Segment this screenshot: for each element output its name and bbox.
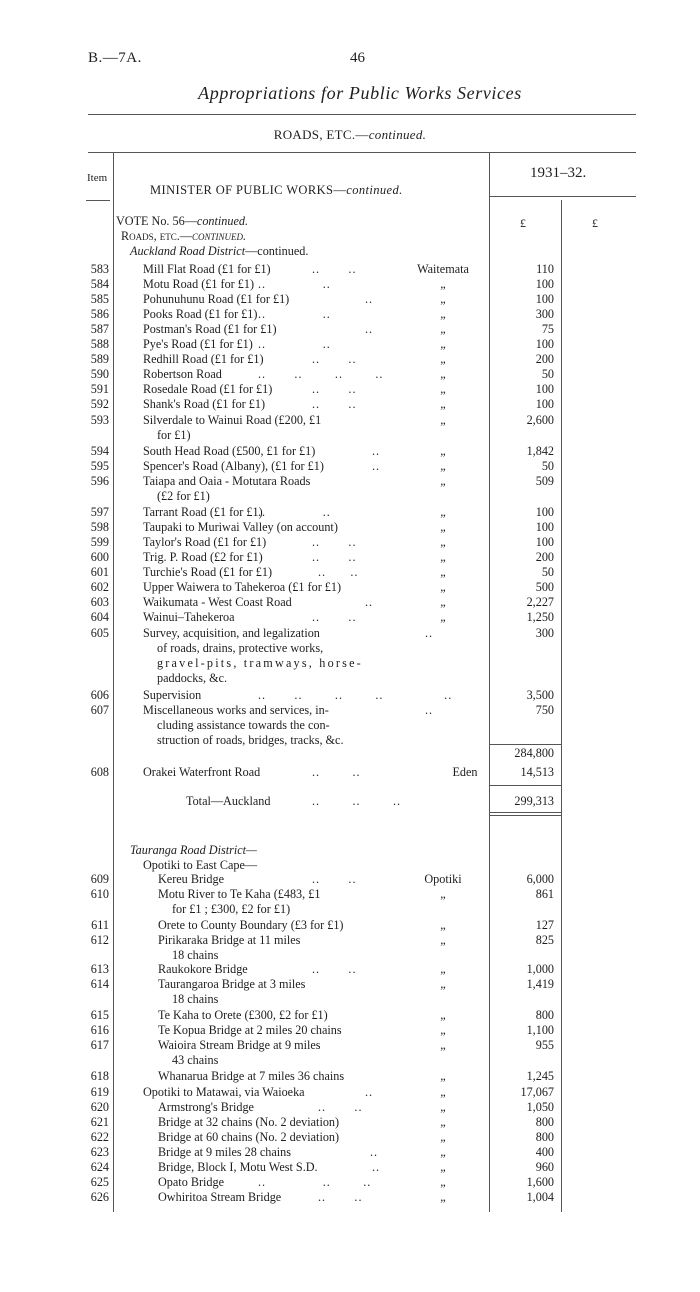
item-description: Mill Flat Road (£1 for £1): [143, 262, 271, 276]
table-row: [0, 262, 700, 277]
item-district: Eden: [452, 765, 478, 779]
item-number: 600: [90, 550, 109, 564]
year-header: 1931–32.: [530, 165, 587, 181]
item-amount: 1,600: [526, 1175, 554, 1189]
page-title: Appropriations for Public Works Services: [198, 83, 522, 103]
table-row: [0, 505, 700, 520]
table-row: [0, 595, 700, 610]
item-description-continued: cluding assistance towards the con-: [157, 718, 330, 732]
minister-heading: [150, 183, 403, 198]
item-number: 607: [90, 703, 109, 717]
total-label: Total—Auckland: [186, 794, 271, 808]
group-label: Opotiki to East Cape—: [143, 858, 258, 872]
item-description: Spencer's Road (Albany), (£1 for £1): [143, 459, 324, 473]
leader-dots: .. .. ..: [312, 794, 402, 808]
roads-label: Roads, etc.—: [121, 229, 192, 243]
table-row: [0, 1038, 700, 1067]
item-number: 598: [90, 520, 109, 534]
item-number: 596: [90, 474, 109, 488]
item-number: 604: [90, 610, 109, 624]
item-district: „: [440, 277, 446, 291]
item-number: 620: [90, 1100, 109, 1114]
table-row: [0, 397, 700, 412]
item-amount: 1,004: [526, 1190, 554, 1204]
item-description: Supervision: [143, 688, 202, 702]
item-number: 619: [90, 1085, 109, 1099]
item-amount: 200: [535, 352, 554, 366]
table-row: [0, 352, 700, 367]
item-description: Pohunuhunu Road (£1 for £1): [143, 292, 290, 306]
item-amount: 14,513: [520, 765, 554, 779]
item-number: 594: [90, 444, 109, 458]
item-amount: 1,000: [526, 962, 554, 976]
table-row: [0, 292, 700, 307]
item-description: Te Kaha to Orete (£300, £2 for £1): [158, 1008, 328, 1022]
item-description-continued: (£2 for £1): [157, 489, 210, 503]
item-description: Bridge at 9 miles 28 chains: [158, 1145, 292, 1159]
item-description: Opotiki to Matawai, via Waioeka: [143, 1085, 305, 1099]
currency-header-1: £: [520, 216, 526, 230]
item-number: 616: [90, 1023, 109, 1037]
item-amount: 100: [535, 382, 554, 396]
item-district: „: [440, 918, 446, 932]
section-label: ROADS, ETC.—: [273, 127, 369, 142]
item-number: 597: [90, 505, 109, 519]
subtotal-rule: [489, 744, 561, 745]
item-district: „: [440, 352, 446, 366]
table-row: [0, 765, 700, 780]
vote-sub-heading: [0, 229, 700, 244]
item-description-continued: of roads, drains, protective works,: [157, 641, 324, 655]
item-description: Waioira Stream Bridge at 9 miles: [158, 1038, 321, 1052]
item-district: „: [440, 444, 446, 458]
leader-dots: .. ..: [312, 610, 357, 624]
leader-dots: ..: [372, 444, 381, 458]
vote-heading: [0, 214, 700, 229]
leader-dots: ..: [425, 626, 434, 640]
total-rule-double: [489, 815, 561, 816]
item-description: Bridge, Block I, Motu West S.D.: [158, 1160, 318, 1174]
item-amount: 1,245: [526, 1069, 554, 1083]
table-row: [0, 1100, 700, 1115]
page-number: 46: [350, 50, 365, 66]
item-amount: 50: [541, 459, 554, 473]
table-row: [0, 977, 700, 1006]
table-top-rule: [88, 152, 636, 153]
item-amount: 750: [535, 703, 554, 717]
item-district: „: [440, 1100, 446, 1114]
leader-dots: .. ..: [258, 277, 331, 291]
item-number: 602: [90, 580, 109, 594]
item-description-continued: for £1 ; £300, £2 for £1): [172, 902, 291, 916]
table-row: [0, 580, 700, 595]
item-amount: 100: [535, 535, 554, 549]
item-description: Pye's Road (£1 for £1): [143, 337, 253, 351]
item-description: Redhill Road (£1 for £1): [143, 352, 264, 366]
total-rule-top: [489, 785, 561, 786]
minister-label: MINISTER OF PUBLIC WORKS—: [150, 183, 347, 197]
leader-dots: .. .. .. .. ..: [258, 688, 453, 702]
table-row: [0, 933, 700, 962]
item-number: 590: [90, 367, 109, 381]
item-description: Kereu Bridge: [158, 872, 224, 886]
table-row: [0, 1190, 700, 1205]
item-district: „: [440, 413, 446, 427]
item-district: „: [440, 962, 446, 976]
table-row: [0, 1023, 700, 1038]
item-number: 622: [90, 1130, 109, 1144]
item-number: 617: [90, 1038, 109, 1052]
item-number: 605: [90, 626, 109, 640]
item-description: Owhiritoa Stream Bridge: [158, 1190, 282, 1204]
item-number: 593: [90, 413, 109, 427]
item-description: Taylor's Road (£1 for £1): [143, 535, 267, 549]
item-district: „: [440, 1085, 446, 1099]
item-number: 589: [90, 352, 109, 366]
item-amount: 800: [535, 1115, 554, 1129]
item-district: „: [440, 367, 446, 381]
page-reference: B.—7A.: [88, 50, 142, 66]
table-row: [0, 703, 700, 747]
table-row: [0, 610, 700, 625]
item-district: „: [440, 535, 446, 549]
leader-dots: .. ..: [258, 307, 331, 321]
item-district: „: [440, 1145, 446, 1159]
leader-dots: .. .. ..: [258, 1175, 372, 1189]
item-description: South Head Road (£500, £1 for £1): [143, 444, 316, 458]
item-amount: 1,250: [526, 610, 554, 624]
item-number: 621: [90, 1115, 109, 1129]
item-district: „: [440, 933, 446, 947]
item-district: „: [440, 397, 446, 411]
item-description: Trig. P. Road (£2 for £1): [143, 550, 263, 564]
currency-header-2: £: [592, 216, 598, 230]
district-name: Auckland Road District: [130, 244, 246, 258]
table-row: [0, 962, 700, 977]
item-district: „: [440, 1175, 446, 1189]
item-number: 586: [90, 307, 109, 321]
district-name: Tauranga Road District—: [130, 843, 257, 857]
leader-dots: ..: [365, 292, 374, 306]
item-number: 625: [90, 1175, 109, 1189]
item-number: 612: [90, 933, 109, 947]
item-description: Survey, acquisition, and legalization: [143, 626, 320, 640]
item-description: Tarrant Road (£1 for £1): [143, 505, 263, 519]
item-number: 608: [90, 765, 109, 779]
table-row: [0, 367, 700, 382]
item-description: Taurangaroa Bridge at 3 miles: [158, 977, 306, 991]
leader-dots: .. ..: [258, 505, 331, 519]
item-district: „: [440, 580, 446, 594]
item-district: „: [440, 887, 446, 901]
item-amount: 800: [535, 1130, 554, 1144]
item-amount: 200: [535, 550, 554, 564]
item-amount: 110: [536, 262, 554, 276]
item-description: Rosedale Road (£1 for £1): [143, 382, 273, 396]
item-district: „: [440, 977, 446, 991]
item-district: „: [440, 459, 446, 473]
item-description-continued: 18 chains: [172, 948, 219, 962]
table-row: [0, 1069, 700, 1084]
item-number: 585: [90, 292, 109, 306]
item-district: „: [440, 520, 446, 534]
item-amount: 100: [535, 397, 554, 411]
leader-dots: ..: [365, 595, 374, 609]
total-rule-bottom: [489, 812, 561, 813]
item-description: Bridge at 32 chains (No. 2 deviation): [158, 1115, 340, 1129]
item-amount: 509: [535, 474, 554, 488]
item-amount: 100: [535, 505, 554, 519]
item-number: 583: [90, 262, 109, 276]
item-description: Shank's Road (£1 for £1): [143, 397, 266, 411]
item-district: „: [440, 610, 446, 624]
item-amount: 955: [535, 1038, 554, 1052]
item-district: „: [440, 474, 446, 488]
item-number: 624: [90, 1160, 109, 1174]
item-description: Motu Road (£1 for £1): [143, 277, 255, 291]
total-amount: 299,313: [514, 794, 554, 808]
minister-continued: continued.: [346, 183, 403, 197]
leader-dots: ..: [372, 459, 381, 473]
vote-label: VOTE No. 56—: [116, 214, 197, 228]
table-row: [0, 1160, 700, 1175]
leader-dots: ..: [365, 1085, 374, 1099]
item-district: „: [440, 595, 446, 609]
item-description: Robertson Road: [143, 367, 222, 381]
leader-dots: ..: [370, 1145, 379, 1159]
item-amount: 50: [541, 565, 554, 579]
table-row: [0, 444, 700, 459]
item-number: 611: [91, 918, 109, 932]
item-number: 615: [90, 1008, 109, 1022]
table-row: [0, 1085, 700, 1100]
item-number: 599: [90, 535, 109, 549]
item-description-continued: 43 chains: [172, 1053, 219, 1067]
table-row: [0, 565, 700, 580]
item-description: Taiapa and Oaia - Motutara Roads: [143, 474, 311, 488]
item-description-continued: 18 chains: [172, 992, 219, 1006]
item-amount: 500: [535, 580, 554, 594]
item-description: Bridge at 60 chains (No. 2 deviation): [158, 1130, 340, 1144]
item-description: Upper Waiwera to Tahekeroa (£1 for £1): [143, 580, 342, 594]
table-row: [0, 277, 700, 292]
item-amount: 1,050: [526, 1100, 554, 1114]
item-amount: 6,000: [526, 872, 554, 886]
table-row: [0, 918, 700, 933]
item-amount: 300: [535, 307, 554, 321]
leader-dots: .. ..: [312, 397, 357, 411]
item-district: „: [440, 322, 446, 336]
title-rule: [88, 114, 636, 115]
total-row: [0, 794, 700, 809]
item-district: „: [440, 1115, 446, 1129]
item-amount: 100: [535, 292, 554, 306]
leader-dots: .. ..: [258, 337, 331, 351]
item-description-continued: gravel-pits, tramways, horse-: [157, 656, 363, 670]
item-amount: 100: [535, 277, 554, 291]
leader-dots: .. ..: [312, 535, 357, 549]
item-description: Opato Bridge: [158, 1175, 225, 1189]
item-amount: 127: [535, 918, 554, 932]
item-district: „: [440, 550, 446, 564]
group-heading: [0, 858, 700, 873]
item-district: „: [440, 292, 446, 306]
item-district: Opotiki: [424, 872, 462, 886]
item-amount: 2,227: [526, 595, 554, 609]
leader-dots: .. ..: [318, 1190, 363, 1204]
item-number: 588: [90, 337, 109, 351]
item-district: „: [440, 1190, 446, 1204]
leader-dots: .. ..: [312, 872, 357, 886]
district-heading: [0, 843, 700, 858]
item-description: Whanarua Bridge at 7 miles 36 chains: [158, 1069, 345, 1083]
item-number: 592: [90, 397, 109, 411]
item-description: Motu River to Te Kaha (£483, £1: [158, 887, 321, 901]
table-row: [0, 459, 700, 474]
item-description: Armstrong's Bridge: [158, 1100, 254, 1114]
table-row: [0, 1175, 700, 1190]
table-row: [0, 337, 700, 352]
item-district: „: [440, 382, 446, 396]
item-column-header: Item: [87, 172, 108, 184]
item-number: 618: [90, 1069, 109, 1083]
item-district: „: [440, 1038, 446, 1052]
item-number: 626: [90, 1190, 109, 1204]
leader-dots: ..: [365, 322, 374, 336]
item-amount: 50: [541, 367, 554, 381]
table-row: [0, 1145, 700, 1160]
district-heading: [0, 244, 700, 259]
item-description: Postman's Road (£1 for £1): [143, 322, 277, 336]
item-district: „: [440, 1160, 446, 1174]
table-row: [0, 550, 700, 565]
item-amount: 2,600: [526, 413, 554, 427]
item-description-continued: for £1): [157, 428, 191, 442]
item-district: „: [440, 565, 446, 579]
roads-continued: continued.: [191, 229, 247, 243]
item-description: Pooks Road (£1 for £1): [143, 307, 258, 321]
item-description-continued: paddocks, &c.: [157, 671, 228, 685]
item-number: 613: [90, 962, 109, 976]
item-description: Te Kopua Bridge at 2 miles 20 chains: [158, 1023, 342, 1037]
item-amount: 960: [535, 1160, 554, 1174]
leader-dots: ..: [372, 1160, 381, 1174]
item-amount: 17,067: [520, 1085, 554, 1099]
subtotal-row: [0, 746, 700, 761]
item-description: Waikumata - West Coast Road: [143, 595, 292, 609]
item-amount: 1,419: [526, 977, 554, 991]
item-number: 584: [90, 277, 109, 291]
subtotal-amount: 284,800: [514, 746, 554, 760]
item-district: „: [440, 337, 446, 351]
leader-dots: .. ..: [312, 352, 357, 366]
item-description: Wainui–Tahekeroa: [143, 610, 235, 624]
item-number: 623: [90, 1145, 109, 1159]
table-row: [0, 1130, 700, 1145]
item-description: Orakei Waterfront Road: [143, 765, 261, 779]
item-description: Raukokore Bridge: [158, 962, 248, 976]
item-amount: 75: [541, 322, 554, 336]
table-row: [0, 1008, 700, 1023]
table-row: [0, 626, 700, 685]
table-row: [0, 535, 700, 550]
item-number: 610: [90, 887, 109, 901]
item-amount: 400: [535, 1145, 554, 1159]
item-amount: 100: [535, 520, 554, 534]
table-row: [0, 688, 700, 703]
leader-dots: .. ..: [318, 565, 359, 579]
table-row: [0, 307, 700, 322]
item-amount: 1,100: [526, 1023, 554, 1037]
item-description: Silverdale to Wainui Road (£200, £1: [143, 413, 322, 427]
item-description: Turchie's Road (£1 for £1): [143, 565, 273, 579]
leader-dots: .. ..: [318, 1100, 363, 1114]
leader-dots: .. .. .. ..: [258, 367, 384, 381]
district-continued: —continued.: [245, 244, 309, 258]
table-row: [0, 872, 700, 887]
item-amount: 100: [535, 337, 554, 351]
item-amount: 825: [535, 933, 554, 947]
leader-dots: .. ..: [312, 550, 357, 564]
item-number: 603: [90, 595, 109, 609]
item-number: 606: [90, 688, 109, 702]
item-district: „: [440, 307, 446, 321]
table-row: [0, 520, 700, 535]
item-number: 601: [90, 565, 109, 579]
table-row: [0, 474, 700, 503]
item-district: „: [440, 1130, 446, 1144]
leader-dots: .. ..: [312, 262, 357, 276]
table-row: [0, 1115, 700, 1130]
section-continued: continued.: [368, 127, 427, 142]
leader-dots: .. ..: [312, 382, 357, 396]
item-district: „: [440, 1023, 446, 1037]
leader-dots: ..: [425, 703, 434, 717]
item-description: Pirikaraka Bridge at 11 miles: [158, 933, 301, 947]
section-heading: [0, 127, 700, 143]
item-amount: 300: [535, 626, 554, 640]
item-amount: 861: [535, 887, 554, 901]
item-number: 587: [90, 322, 109, 336]
item-number: 609: [90, 872, 109, 886]
item-description: Miscellaneous works and services, in-: [143, 703, 329, 717]
item-description: Orete to County Boundary (£3 for £1): [158, 918, 344, 932]
item-amount: 3,500: [526, 688, 554, 702]
item-district: „: [440, 1008, 446, 1022]
table-row: [0, 382, 700, 397]
item-description: Taupaki to Muriwai Valley (on account): [143, 520, 338, 534]
item-district: Waitemata: [417, 262, 469, 276]
item-amount: 800: [535, 1008, 554, 1022]
leader-dots: .. ..: [312, 765, 361, 779]
vote-continued: continued.: [196, 214, 249, 228]
table-row: [0, 322, 700, 337]
table-row: [0, 413, 700, 442]
item-amount: 1,842: [526, 444, 554, 458]
item-rule: [86, 200, 110, 201]
item-description-continued: struction of roads, bridges, tracks, &c.: [157, 733, 344, 747]
year-rule: [489, 196, 636, 197]
item-number: 595: [90, 459, 109, 473]
item-district: „: [440, 1069, 446, 1083]
table-row: [0, 887, 700, 916]
item-district: „: [440, 505, 446, 519]
leader-dots: .. ..: [312, 962, 357, 976]
item-number: 614: [90, 977, 109, 991]
item-number: 591: [90, 382, 109, 396]
